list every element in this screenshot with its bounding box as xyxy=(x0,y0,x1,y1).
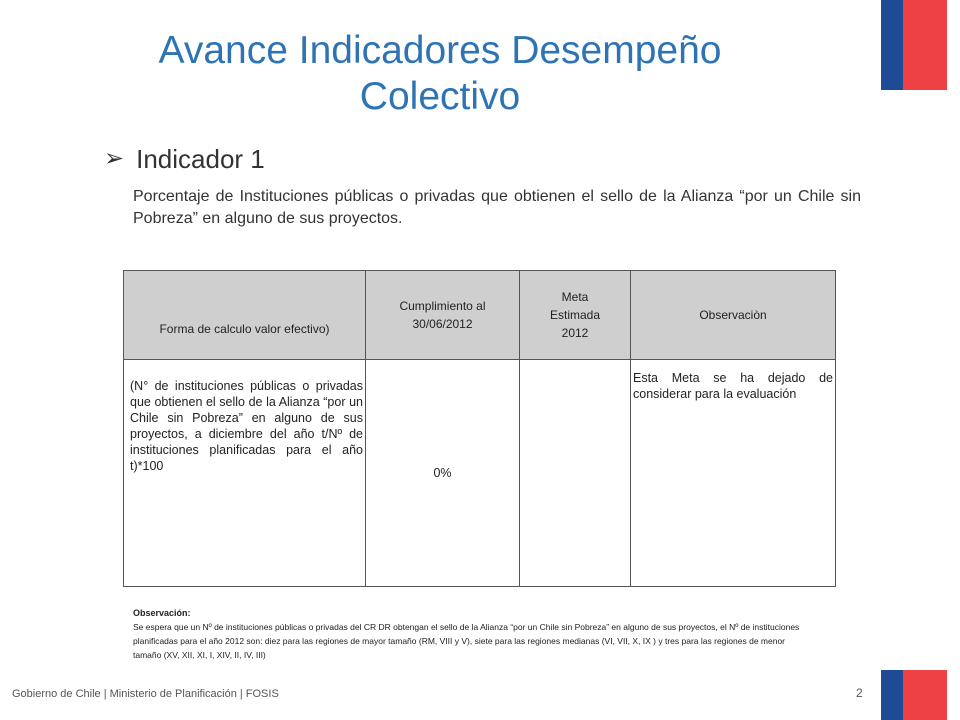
table-header-row xyxy=(124,271,836,360)
indicator-label: Indicador 1 xyxy=(136,144,265,174)
table-row xyxy=(124,360,836,587)
observation-note xyxy=(133,606,813,662)
cell-meta xyxy=(520,360,631,587)
title-line-1: Avance Indicadores Desempeño xyxy=(158,29,722,72)
header-meta: Meta Estimada 2012 xyxy=(520,271,631,360)
indicator-description: Porcentaje de Instituciones públicas o privadas que obtienen el sello de la Alianza “por un Chile sin Pobreza” en alguno de sus proyectos. xyxy=(133,188,861,227)
note-label: Observación: xyxy=(133,608,191,618)
header-cumplimiento: Cumplimiento al 30/06/2012 xyxy=(366,271,520,360)
title-line-2: Colectivo xyxy=(359,75,521,118)
cell-observacion: Esta Meta se ha dejado de considerar para la evaluación xyxy=(631,360,836,587)
indicator-table xyxy=(123,270,836,587)
page-number: 2 xyxy=(856,686,863,700)
cell-cumplimiento: 0% xyxy=(366,360,520,587)
chile-flag-logo-top xyxy=(881,0,947,90)
footer-text: Gobierno de Chile | Ministerio de Planificación | FOSIS xyxy=(12,688,279,700)
header-forma-calculo: Forma de calculo valor efectivo) xyxy=(124,271,366,360)
arrow-bullet-icon: ➢ xyxy=(104,145,125,172)
indicator-bullet xyxy=(104,143,265,175)
slide-title xyxy=(0,28,880,120)
note-text: Se espera que un Nº de instituciones públicas o privadas del CR DR obtengan el sello de la Alianza “por un Chile sin Pobreza” en alguno de sus proyectos, el Nº de instituciones planificadas para el año 2012 son: diez para las regiones de mayor tamaño (RM, VIII y V), siete para las regiones medianas (VI, VII, X, IX ) y tres para las regiones de menor tamaño (XV, XII, XI, I, XIV, II, IV, III) xyxy=(133,622,800,660)
chile-flag-logo-bottom xyxy=(881,670,947,720)
header-observacion: Observaciòn xyxy=(631,271,836,360)
cell-formula: (N° de instituciones públicas o privadas que obtienen el sello de la Alianza “por un Chile sin Pobreza” en alguno de sus proyectos, a diciembre del año t/Nº de instituciones planificadas para el año t)*100 xyxy=(124,360,366,587)
